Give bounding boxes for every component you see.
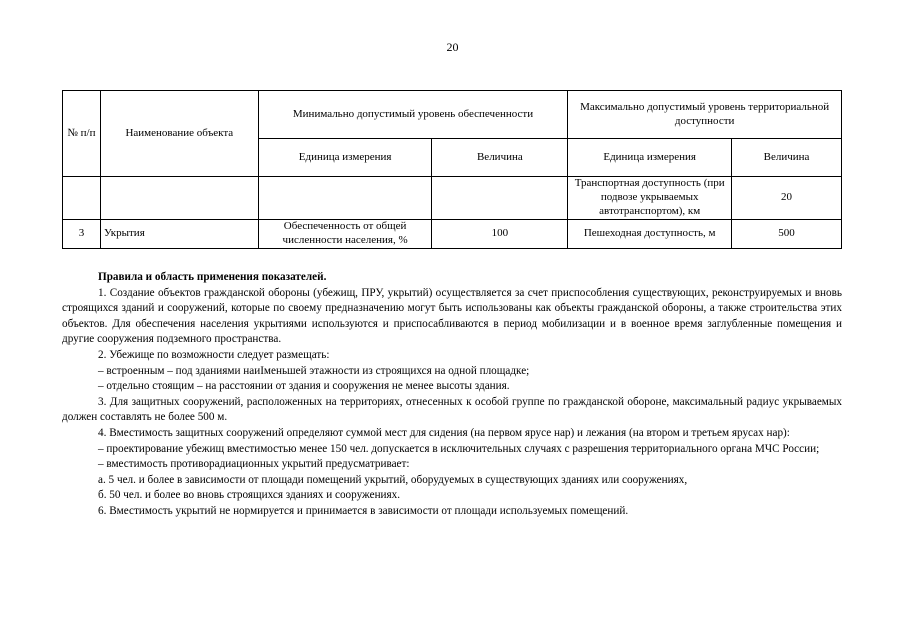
cell-max-value: 20 (732, 177, 842, 220)
paragraph: 6. Вместимость укрытий не нормируется и принимается в зависимости от площади используемых помещений. (98, 504, 629, 517)
cell-empty (258, 177, 432, 220)
cell-min-unit: Обеспеченность от общей численности населения, % (258, 220, 432, 249)
section-heading: Правила и область применения показателей. (98, 271, 327, 283)
header-unit-min: Единица измерения (258, 139, 432, 177)
paragraph: 1. Создание объектов гражданской обороны (убежищ, ПРУ, укрытий) осуществляется за счет приспособления существующих, реконструируемых и вновь строящихся зданий и сооружений, которые по своему предназначению могут быть использованы как объекты гражданской обороны, а также строительства этих объектов. Для обеспечения населения укрытиями используются и приспосабливаются в период мобилизации и в военное время заглубленные помещения и другие сооружения подземного пространства. (62, 286, 842, 346)
cell-max-value: 500 (732, 220, 842, 249)
paragraph: – проектирование убежищ вместимостью менее 150 чел. допускается в исключительных случаях с разрешения территориального органа МЧС России; (98, 442, 820, 455)
cell-max-unit: Пешеходная доступность, м (568, 220, 732, 249)
table-row (63, 177, 842, 220)
cell-num: 3 (63, 220, 101, 249)
paragraph: – вместимость противорадиационных укрытий предусматривает: (98, 458, 410, 471)
cell-empty (100, 177, 258, 220)
page-number: 20 (446, 40, 459, 54)
norms-table (62, 90, 842, 249)
cell-empty (63, 177, 101, 220)
header-name: Наименование объекта (100, 91, 258, 177)
paragraph: – встроенным – под зданиями наиIменьшей этажности из строящихся на одной площадке; (98, 364, 530, 377)
header-max-level: Максимально допустимый уровень территориальной доступности (568, 91, 842, 139)
table-row (63, 220, 842, 249)
cell-max-unit: Транспортная доступность (при подвозе укрываемых автотранспортом), км (568, 177, 732, 220)
paragraph: б. 50 чел. и более во вновь строящихся зданиях и сооружениях. (98, 489, 401, 502)
header-value-max: Величина (732, 139, 842, 177)
header-unit-max: Единица измерения (568, 139, 732, 177)
paragraph: 4. Вместимость защитных сооружений определяют суммой мест для сидения (на первом ярусе нар) и лежания (на втором и третьем ярусах нар): (98, 426, 790, 439)
cell-empty (432, 177, 568, 220)
paragraph: – отдельно стоящим – на расстоянии от здания и сооружения не менее высоты здания. (98, 380, 510, 393)
header-num: № п/п (63, 91, 101, 177)
paragraph: 2. Убежище по возможности следует размещать: (98, 348, 330, 361)
table-header-row (63, 91, 842, 139)
cell-name: Укрытия (100, 220, 258, 249)
cell-min-value: 100 (432, 220, 568, 249)
header-value-min: Величина (432, 139, 568, 177)
rules-section (62, 270, 842, 520)
paragraph: 3. Для защитных сооружений, расположенных на территориях, отнесенных к особой группе по гражданской обороне, максимальный радиус укрываемых должен составлять не более 500 м. (62, 395, 842, 424)
header-min-level: Минимально допустимый уровень обеспеченности (258, 91, 568, 139)
paragraph: а. 5 чел. и более в зависимости от площади помещений укрытий, оборудуемых в существующих зданиях или сооружениях, (98, 473, 688, 486)
